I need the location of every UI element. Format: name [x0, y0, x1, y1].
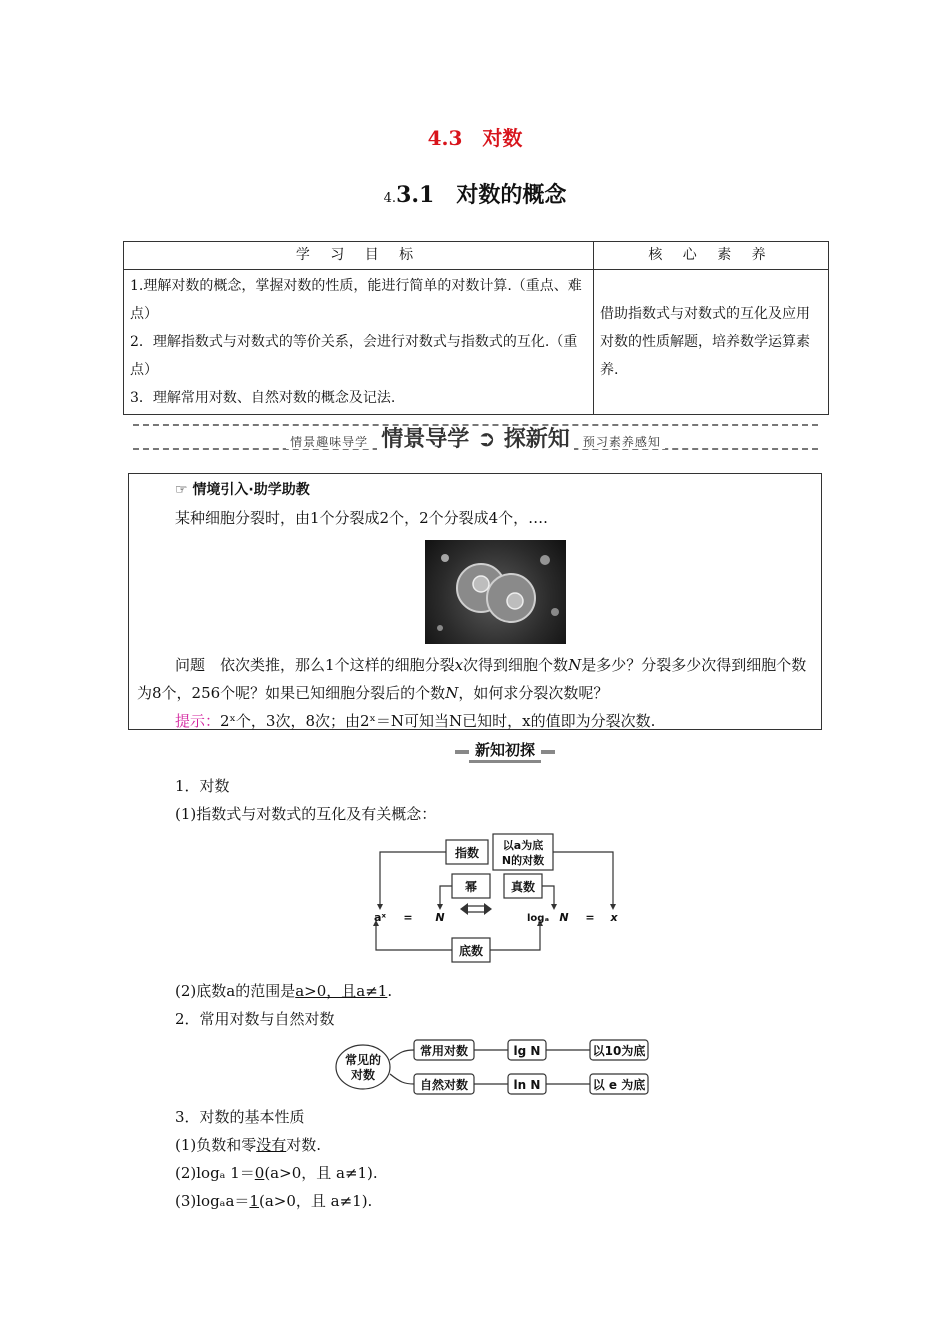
property-text: (3)logₐa＝ — [175, 1192, 250, 1210]
label-power: 幂 — [464, 880, 478, 894]
cell-division-image — [425, 540, 566, 644]
var-x: x — [454, 656, 464, 674]
common-log-label: 常用对数 — [419, 1044, 469, 1058]
banner-main2: 探新知 — [500, 427, 574, 452]
property-1 — [175, 1131, 321, 1159]
center-label-1: 常见的 — [344, 1053, 382, 1067]
lg-label: lg N — [513, 1044, 541, 1058]
common-log-diagram — [334, 1032, 654, 1100]
core-cell: 借助指数式与对数式的互化及应用对数的性质解题，培养数学运算素养. — [594, 270, 829, 415]
var-n: N — [445, 684, 459, 702]
label-base: 底数 — [458, 944, 484, 958]
core-header: 核 心 素 养 — [594, 242, 829, 270]
property-text: (2)logₐ 1＝ — [175, 1164, 255, 1182]
objectives-cell — [124, 270, 594, 415]
base-range-text: (2)底数a的范围是 — [175, 982, 296, 1000]
subsection-text: 3.1 对数的概念 — [396, 182, 567, 208]
expr-ax: aˣ — [374, 911, 386, 924]
property-text: 对数. — [286, 1136, 322, 1154]
property-2 — [175, 1159, 378, 1187]
handshake-icon: ☞ — [175, 482, 188, 498]
banner-left: 情景趣味导学 — [286, 435, 372, 449]
objectives-header: 学 习 目 标 — [124, 242, 594, 270]
question-paragraph — [137, 651, 817, 707]
section-banner — [133, 418, 818, 452]
intro-line: 某种细胞分裂时，由1个分裂成2个，2个分裂成4个，…. — [175, 509, 548, 527]
section-1-heading: 1．对数 — [175, 777, 230, 795]
question-label: 问题 — [175, 656, 206, 674]
banner-main1: 情景导学 — [377, 427, 473, 452]
section-1-sub1: (1)指数式与对数式的互化及有关概念： — [175, 805, 437, 823]
expr-n2: N — [559, 911, 569, 924]
subsection-title — [0, 178, 950, 209]
question-text: 是多少？分裂多少次得到细胞个数为8个，256个呢？如果已知细胞分裂后的个数 — [137, 656, 807, 702]
property-answer: 0 — [254, 1164, 265, 1182]
question-text: ，如何求分裂次数呢？ — [458, 684, 609, 702]
hint-text: 2ˣ个，3次，8次；由2ˣ＝N可知当N已知时，x的值即为分裂次数. — [220, 712, 656, 730]
label-antilog: 真数 — [510, 880, 536, 894]
property-text: (1)负数和零 — [175, 1136, 257, 1154]
section-title: 4.3 对数 — [427, 126, 523, 150]
label-exponent: 指数 — [454, 846, 480, 860]
hint-line — [175, 707, 655, 735]
banner-right: 预习素养感知 — [579, 435, 665, 449]
expr-log: logₐ — [526, 913, 550, 924]
basee-label: 以 e 为底 — [592, 1078, 646, 1092]
base-range-answer: a>0，且a≠1 — [295, 982, 388, 1000]
objective-item: 3．理解常用对数、自然对数的概念及记法. — [130, 390, 396, 406]
property-3 — [175, 1187, 372, 1215]
banner-arrow-icon: ➲ — [473, 427, 499, 452]
objectives-table — [123, 241, 829, 415]
expr-eq1: = — [403, 911, 413, 924]
property-text: (a>0，且 a≠1). — [258, 1192, 373, 1210]
section-1-sub2 — [175, 977, 392, 1005]
subsection-number: 4. — [383, 191, 397, 206]
base-range-end: . — [387, 982, 393, 1000]
section-3-heading: 3．对数的基本性质 — [175, 1108, 305, 1126]
var-n: N — [568, 656, 582, 674]
label-logbase: 以a为底 — [502, 839, 544, 852]
base10-label: 以10为底 — [592, 1044, 646, 1058]
objective-item: 1.理解对数的概念，掌握对数的性质，能进行简单的对数计算.（重点、难点） — [130, 278, 582, 322]
hint-label: 提示： — [175, 712, 221, 730]
question-text: 依次类推，那么1个这样的细胞分裂 — [220, 656, 455, 674]
intro-heading — [175, 479, 310, 499]
ln-label: ln N — [513, 1078, 541, 1092]
question-text: 次得到细胞个数 — [463, 656, 569, 674]
expr-x: x — [610, 911, 618, 924]
natural-log-label: 自然对数 — [419, 1078, 469, 1092]
new-knowledge-tag — [455, 739, 555, 763]
tag-text: 新知初探 — [469, 739, 541, 763]
property-text: (a>0，且 a≠1). — [264, 1164, 378, 1182]
expr-n1: N — [435, 911, 445, 924]
intro-heading-text: 情境引入·助学助教 — [192, 482, 310, 498]
expr-eq2: = — [585, 911, 595, 924]
property-answer: 没有 — [256, 1136, 287, 1154]
objective-item: 2．理解指数式与对数式的等价关系，会进行对数式与指数式的互化.（重点） — [130, 334, 578, 378]
section-2-heading: 2．常用对数与自然对数 — [175, 1010, 335, 1028]
center-label-2: 对数 — [350, 1068, 376, 1082]
exp-log-diagram — [368, 830, 628, 965]
label-logbase2: N的对数 — [501, 854, 545, 867]
property-answer: 1 — [249, 1192, 259, 1210]
